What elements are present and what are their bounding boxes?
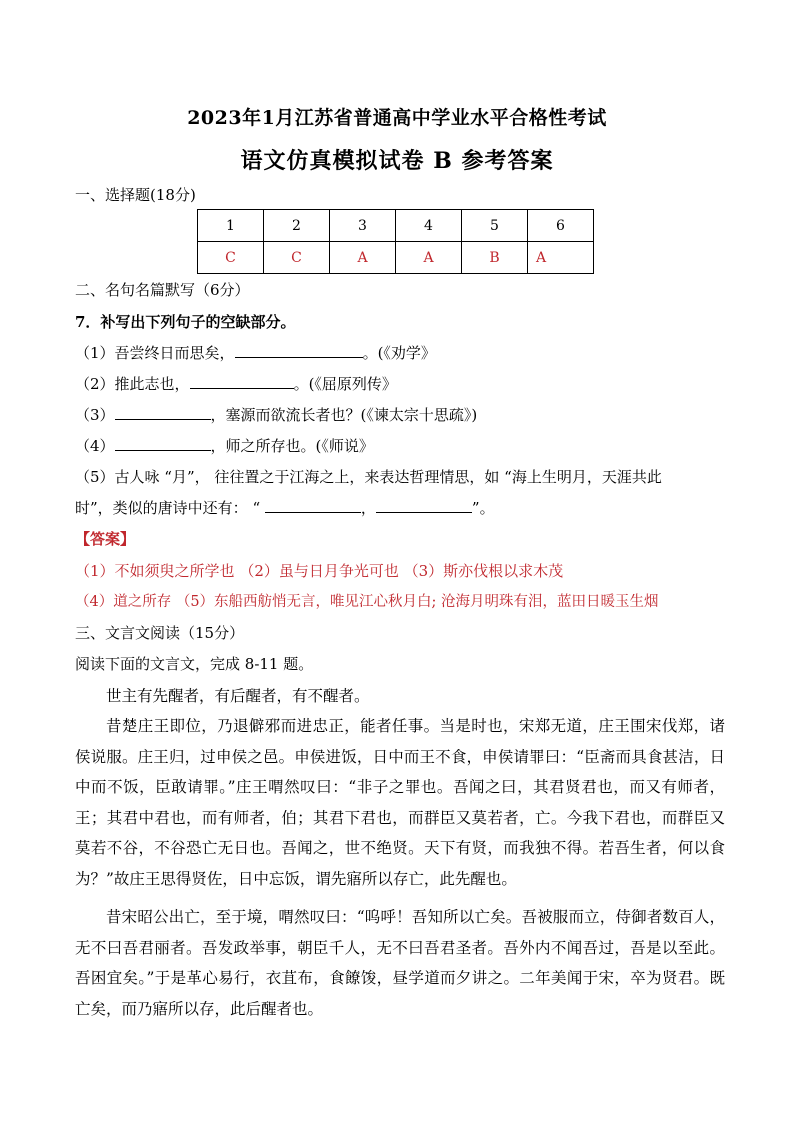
blank-line	[115, 405, 211, 420]
item-text: 吾尝终日而思矣，	[114, 344, 235, 362]
question-number: 6	[528, 210, 594, 242]
item-number: （3）	[75, 406, 115, 424]
item-text: ，	[360, 499, 376, 517]
fill-item-4	[75, 436, 374, 456]
answer-cell: A	[330, 242, 396, 274]
item-text: 时”，类似的唐诗中还有： “	[75, 499, 261, 517]
item-text: ”。	[471, 499, 495, 517]
passage-paragraph-1: 世主有先醒者，有后醒者，有不醒者。	[106, 687, 370, 705]
answer-label: 【答案】	[75, 530, 136, 548]
blank-line	[235, 343, 363, 358]
question-number: 1	[198, 210, 264, 242]
item-text: 。(《屈原列传》	[293, 375, 397, 393]
question-number: 2	[264, 210, 330, 242]
blank-line	[190, 374, 294, 389]
section2-heading: 二、名句名篇默写（6分）	[75, 281, 250, 299]
section1-heading: 一、选择题(18分)	[75, 186, 196, 204]
blank-line	[376, 498, 472, 513]
fill-item-5-line2	[75, 498, 495, 518]
fill-item-1	[75, 343, 436, 363]
answer-cell: B	[462, 242, 528, 274]
answer-cell: A	[528, 242, 594, 274]
item-number: （2）	[75, 375, 115, 393]
question-number: 5	[462, 210, 528, 242]
answer-table	[197, 209, 594, 274]
passage-paragraph-2: 昔楚庄王即位，乃退僻邪而进忠正，能者任事。当是时也，宋郑无道，庄王围宋伐郑，诸侯说服。庄王归，过申侯之邑。申侯进饭，日中而王不食，申侯请罪曰：“臣斋而具食甚洁，日中而不饭，臣敢请罪。”庄王喟然叹曰：“非子之罪也。吾闻之曰，其君贤君也，而又有师者，王；其君中君也，而有师者，伯；其君下君也，而群臣又莫若者，亡。今我下君也，而群臣又莫若不谷，不谷恐亡无日也。吾闻之，世不绝贤。天下有贤，而我独不得。若吾生者，何以食为？”故庄王思得贤佐，日中忘饭，谓先寤所以存亡，此先醒也。	[75, 717, 725, 888]
answer-line-1: （1）不如须臾之所学也 （2）虽与日月争光可也 （3）斯亦伐根以求木茂	[75, 562, 564, 580]
blank-line	[265, 498, 361, 513]
blank-line	[115, 436, 211, 451]
fill-item-2	[75, 374, 397, 394]
question-7: 7．补写出下列句子的空缺部分。	[75, 313, 296, 331]
fill-item-5-line1: （5）古人咏 “月”， 往往置之于江海之上，来表达哲理情思，如 “海上生明月，天涯共此	[75, 468, 662, 486]
item-text: ，师之所存也。(《师说》	[210, 437, 374, 455]
item-text: 推此志也，	[114, 375, 190, 393]
answer-cell: C	[264, 242, 330, 274]
item-number: （1）	[75, 344, 115, 362]
section3-heading: 三、文言文阅读（15分）	[75, 624, 245, 642]
document-title: 2023年1月江苏省普通高中学业水平合格性考试	[187, 107, 607, 129]
passage-paragraph-3: 昔宋昭公出亡，至于境，喟然叹曰：“呜呼！吾知所以亡矣。吾被服而立，侍御者数百人，无不曰吾君丽者。吾发政举事，朝臣千人，无不曰吾君圣者。吾外内不闻吾过，吾是以至此。吾困宜矣。”于是革心易行，衣苴布，食䭜馂，昼学道而夕讲之。二年美闻于宋，卒为贤君。既亡矣，而乃寤所以存，此后醒者也。	[75, 908, 725, 1018]
section3-instruction: 阅读下面的文言文，完成 8-11 题。	[75, 655, 314, 673]
question-number: 4	[396, 210, 462, 242]
document-subtitle: 语文仿真模拟试卷 B 参考答案	[240, 148, 554, 174]
answer-cell: A	[396, 242, 462, 274]
answer-line-2: （4）道之所存 （5）东船西舫悄无言，唯见江心秋月白; 沧海月明珠有泪，蓝田日暖玉生烟	[75, 594, 659, 610]
answer-table-header-row	[198, 210, 594, 242]
question-number: 3	[330, 210, 396, 242]
item-number: （4）	[75, 437, 115, 455]
item-text: 。(《劝学》	[362, 344, 436, 362]
fill-item-3	[75, 405, 477, 425]
item-text: ，塞源而欲流长者也？(《谏太宗十思疏》)	[210, 406, 478, 424]
answer-table-answer-row	[198, 242, 594, 274]
answer-cell: C	[198, 242, 264, 274]
